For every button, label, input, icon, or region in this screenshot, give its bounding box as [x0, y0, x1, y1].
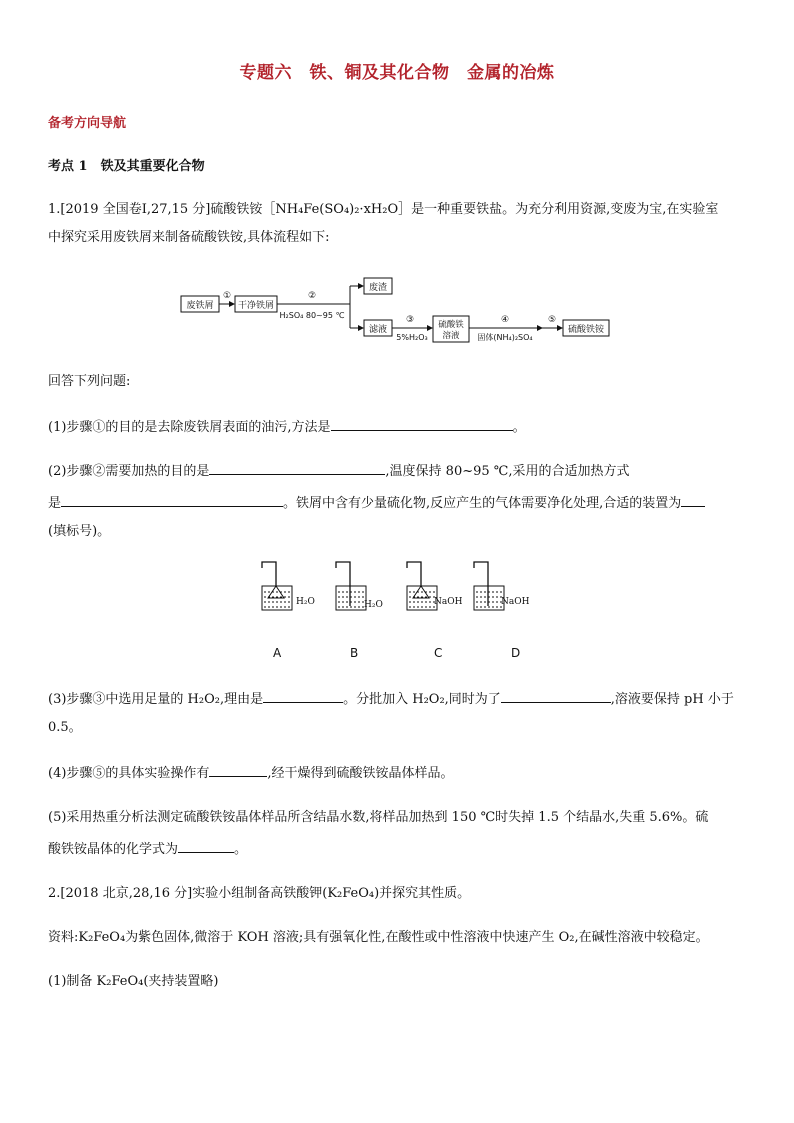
q1-part-1: (1)步骤①的目的是去除废铁屑表面的油污,方法是 。 — [48, 416, 526, 438]
q1-part-3b: 0.5。 — [48, 720, 82, 735]
apparatus-B — [336, 562, 383, 610]
reagent-C: NaOH — [434, 597, 463, 607]
q2-line-1: 2.[2018 北京,28,16 分]实验小组制备高铁酸钾(K₂FeO₄)并探究其性质。 — [48, 886, 471, 901]
box-ferric-sulfate-text-1: 硫酸铁 — [438, 320, 464, 330]
q1-part-5a: (5)采用热重分析法测定硫酸铁铵晶体样品所含结晶水数,将样品加热到 150 ℃时失掉 1.5 个结晶水,失重 5.6%。硫 — [48, 810, 709, 825]
box-filtrate-text: 滤液 — [368, 325, 388, 335]
condition-2: H₂SO₄ 80~95 ℃ — [279, 311, 345, 320]
step-4: ④ — [500, 315, 510, 325]
box-product-text: 硫酸铁铵 — [567, 325, 605, 335]
q1-line-1: 1.[2019 全国卷Ⅰ,27,15 分]硫酸铁铵［NH₄Fe(SO₄)₂·xH₂O］是一种重要铁盐。为充分利用资源,变废为宝,在实验室 — [48, 202, 719, 217]
q1-part-5b: 酸铁铵晶体的化学式为 。 — [48, 838, 247, 860]
answer-blank[interactable] — [263, 688, 343, 703]
step-5: ⑤ — [547, 315, 557, 325]
box-waste-iron-text: 废铁屑 — [186, 301, 214, 311]
q2-line-3: (1)制备 K₂FeO₄(夹持装置略) — [48, 974, 219, 989]
q1-line-2: 中探究采用废铁屑来制备硫酸铁铵,具体流程如下: — [48, 230, 330, 245]
apparatus-A — [262, 562, 315, 610]
condition-4: 固体(NH₄)₂SO₄ — [477, 333, 533, 342]
page-title: 专题六 铁、铜及其化合物 金属的冶炼 — [239, 63, 555, 83]
q2-line-2: 资料:K₂FeO₄为紫色固体,微溶于 KOH 溶液;具有强氧化性,在酸性或中性溶液中快速产生 O₂,在碱性溶液中较稳定。 — [48, 930, 709, 945]
answer-blank[interactable] — [681, 492, 705, 507]
reagent-A: H₂O — [296, 597, 315, 607]
apparatus-label-C: C — [434, 646, 443, 660]
box-clean-iron-text: 干净铁屑 — [237, 301, 275, 311]
box-residue-text: 废渣 — [368, 283, 388, 293]
answer-blank[interactable] — [178, 838, 234, 853]
section-heading: 备考方向导航 — [48, 116, 127, 131]
gas-absorption-apparatus — [240, 560, 540, 632]
answer-blank[interactable] — [501, 688, 611, 703]
reagent-D: NaOH — [501, 597, 530, 607]
apparatus-D — [474, 562, 530, 610]
reagent-B: H₂O — [364, 600, 383, 610]
answer-blank[interactable] — [61, 492, 283, 507]
apparatus-C — [407, 562, 463, 610]
q1-part-2c: (填标号)。 — [48, 524, 111, 539]
step-1: ① — [223, 291, 232, 301]
q1-part-2a: (2)步骤②需要加热的目的是 ,温度保持 80~95 ℃,采用的合适加热方式 — [48, 460, 629, 482]
answer-blank[interactable] — [331, 416, 513, 431]
step-3: ③ — [405, 315, 415, 325]
box-ferric-sulfate-text-2: 溶液 — [442, 331, 460, 341]
q1-part-2b: 是 。铁屑中含有少量硫化物,反应产生的气体需要净化处理,合适的装置为 — [48, 492, 705, 514]
apparatus-label-B: B — [350, 646, 359, 660]
answer-blank[interactable] — [209, 762, 267, 777]
apparatus-label-D: D — [511, 646, 521, 660]
apparatus-label-A: A — [273, 646, 282, 660]
q1-part-3a: (3)步骤③中选用足量的 H₂O₂,理由是 。分批加入 H₂O₂,同时为了 ,溶液要保持 pH 小于 — [48, 688, 734, 710]
q1-part-4: (4)步骤⑤的具体实验操作有 ,经干燥得到硫酸铁铵晶体样品。 — [48, 762, 454, 784]
condition-3: 5%H₂O₃ — [396, 333, 428, 342]
answer-blank[interactable] — [209, 460, 385, 475]
answer-prompt: 回答下列问题: — [48, 374, 131, 389]
process-flow-diagram — [178, 276, 618, 348]
topic-heading: 考点 1 铁及其重要化合物 — [48, 159, 205, 174]
step-2: ② — [307, 291, 317, 301]
